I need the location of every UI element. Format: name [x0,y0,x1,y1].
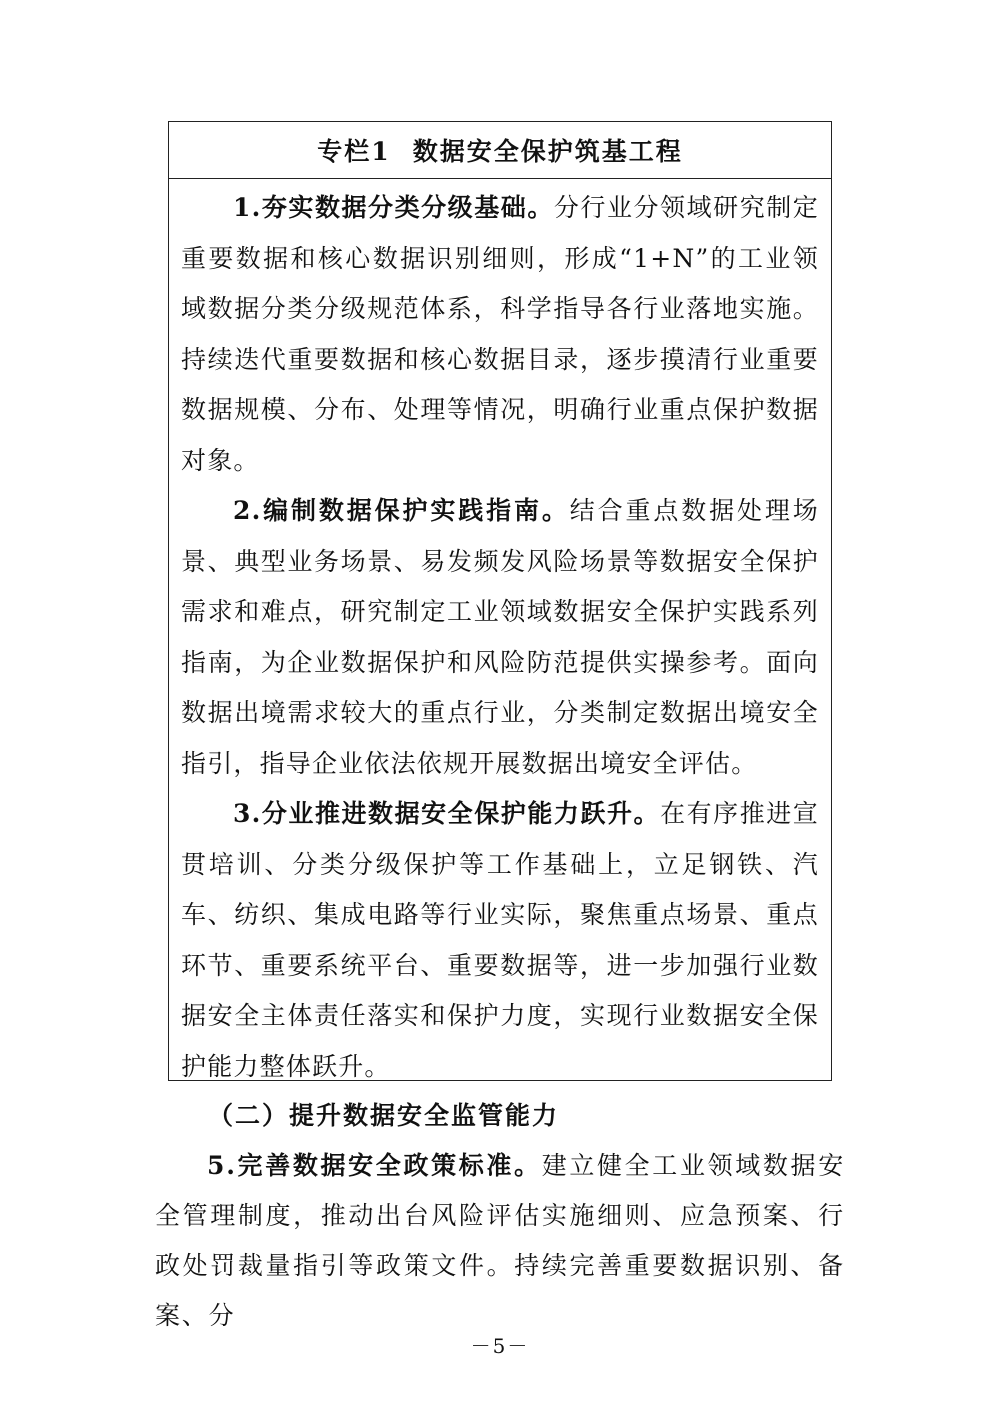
column-item-text: 分行业分领域研究制定重要数据和核心数据识别细则，形成“1+N”的工业领域数据分类分级规范体系，科学指导各行业落地实施。持续迭代重要数据和核心数据目录，逐步摸清行业重要数据规模、分布、处理等情况，明确行业重点保护数据对象。 [181,193,819,475]
column-item-lead: 1.夯实数据分类分级基础。 [233,193,554,222]
column-item-text: 结合重点数据处理场景、典型业务场景、易发频发风险场景等数据安全保护需求和难点，研究制定工业领域数据安全保护实践系列指南，为企业数据保护和风险防范提供实操参考。面向数据出境需求较大的重点行业，分类制定数据出境安全指引，指导企业依法依规开展数据出境安全评估。 [181,496,819,778]
column-box-body [169,179,831,1092]
column-box-header [169,122,831,179]
body-paragraph [155,1141,845,1341]
column-item [181,486,819,789]
section-heading: （二）提升数据安全监管能力 [208,1101,560,1130]
body-paragraph-text: 建立健全工业领域数据安全管理制度，推动出台风险评估实施细则、应急预案、行政处罚裁量指引等政策文件。持续完善重要数据识别、备案、分 [155,1151,845,1330]
column-box-label: 专栏1 [317,137,391,166]
column-box [168,121,832,1081]
column-item [181,789,819,1092]
column-box-title: 数据安全保护筑基工程 [412,137,683,166]
column-item-text: 在有序推进宣贯培训、分类分级保护等工作基础上，立足钢铁、汽车、纺织、集成电路等行业实际，聚焦重点场景、重点环节、重要系统平台、重要数据等，进一步加强行业数据安全主体责任落实和保护力度，实现行业数据安全保护能力整体跃升。 [181,799,820,1081]
page-number: －5－ [470,1334,530,1358]
body-paragraph-lead: 5.完善数据安全政策标准。 [207,1151,542,1180]
column-item [181,183,819,486]
column-item-lead: 3.分业推进数据安全保护能力跃升。 [233,799,661,828]
column-item-lead: 2.编制数据保护实践指南。 [233,496,570,525]
